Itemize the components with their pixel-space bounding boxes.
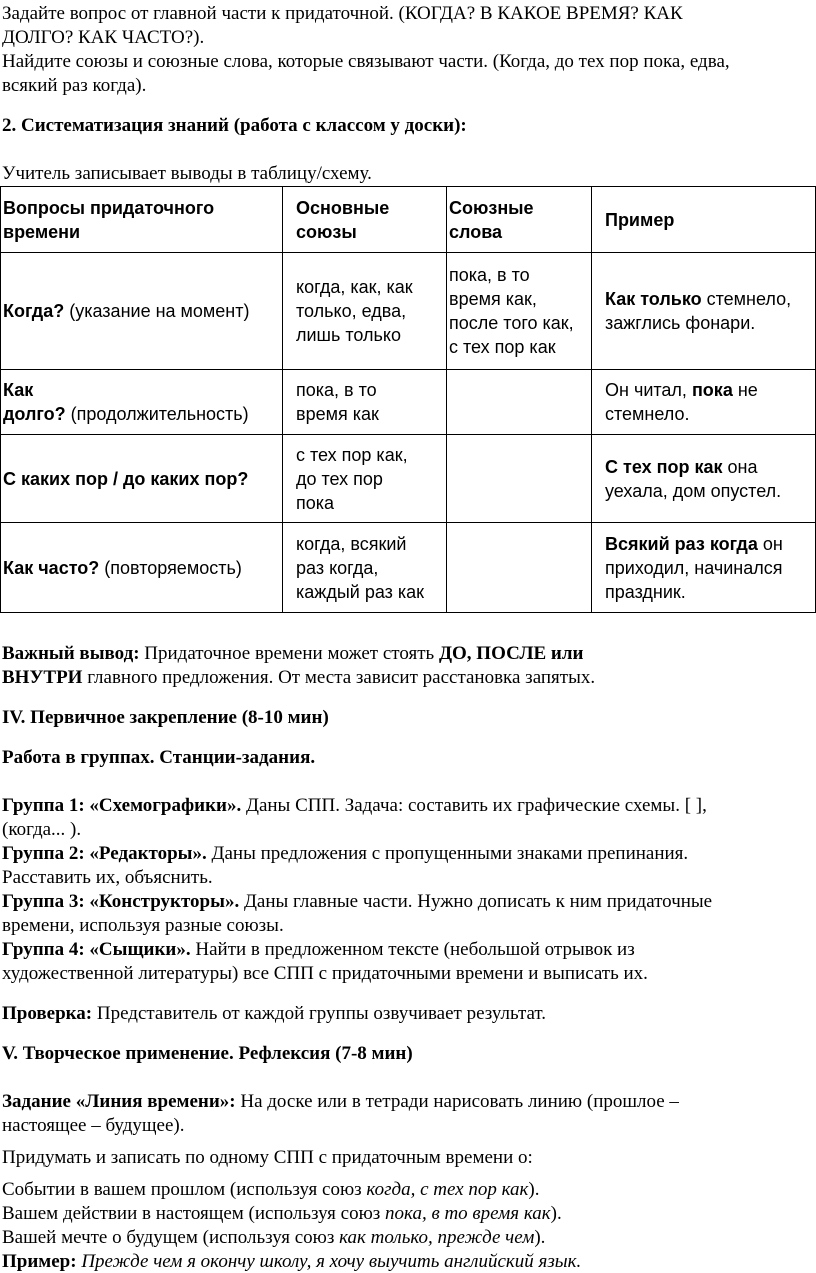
group-line: Группа 1: «Схемографики». Даны СПП. Задача: составить их графические схемы. [ ], [2,795,707,816]
example-cell: Всякий раз когда он приходил, начинался праздник. [592,523,816,613]
example-line: Пример: Прежде чем я окончу школу, я хочу выучить английский язык. [2,1251,582,1272]
conclusion-line: Важный вывод: Придаточное времени может стоять ДО, ПОСЛЕ или [2,643,584,664]
group-line: художественной литературы) все СПП с придаточными времени и выписать их. [2,963,648,984]
question-cell: Когда? (указание на момент) [1,253,283,370]
header-cell: Основные союзы [283,187,447,253]
conclusion-line: ВНУТРИ главного предложения. От места зависит расстановка запятых. [2,667,596,688]
table-header-row [1,187,816,253]
intro-line: Задайте вопрос от главной части к придаточной. (КОГДА? В КАКОЕ ВРЕМЯ? КАК [2,3,683,24]
item-line: Вашей мечте о будущем (используя союз как только, прежде чем). [2,1227,546,1248]
summary-table [0,186,816,613]
task-line: Задание «Линия времени»: На доске или в тетради нарисовать линию (прошлое – [2,1091,679,1112]
example-cell: Как только стемнело, зажглись фонари. [592,253,816,370]
header-cell: Союзные слова [447,187,592,253]
section-heading: IV. Первичное закрепление (8-10 мин) [2,707,329,728]
intro-line: Найдите союзы и союзные слова, которые связывают части. (Когда, до тех пор пока, едва, [2,51,730,72]
table-row [1,435,816,523]
example-cell: Он читал, пока не стемнело. [592,370,816,435]
main-conjunctions-cell: пока, в то время как [283,370,447,435]
group-line: Расставить их, объяснить. [2,867,213,888]
relative-words-cell [447,370,592,435]
group-line: Группа 3: «Конструкторы». Даны главные части. Нужно дописать к ним придаточные [2,891,713,912]
question-cell: С каких пор / до каких пор? [1,435,283,523]
group-line: Группа 4: «Сыщики». Найти в предложенном тексте (небольшой отрывок из [2,939,635,960]
group-line: Группа 2: «Редакторы». Даны предложения с пропущенными знаками препинания. [2,843,689,864]
item-line: Вашем действии в настоящем (используя союз пока, в то время как). [2,1203,562,1224]
relative-words-cell [447,435,592,523]
header-cell: Пример [592,187,816,253]
relative-words-cell [447,523,592,613]
invent-line: Придумать и записать по одному СПП с придаточным времени о: [2,1147,533,1168]
section-heading: 2. Систематизация знаний (работа с классом у доски): [2,115,467,136]
teacher-note: Учитель записывает выводы в таблицу/схему. [2,163,372,184]
intro-line: ДОЛГО? КАК ЧАСТО?). [2,27,205,48]
table-row [1,370,816,435]
intro-line: всякий раз когда). [2,75,147,96]
main-conjunctions-cell: с тех пор как, до тех пор пока [283,435,447,523]
group-line: времени, используя разные союзы. [2,915,284,936]
task-line: настоящее – будущее). [2,1115,185,1136]
item-line: Событии в вашем прошлом (используя союз когда, с тех пор как). [2,1179,540,1200]
main-conjunctions-cell: когда, как, как только, едва, лишь только [283,253,447,370]
check-line: Проверка: Представитель от каждой группы озвучивает результат. [2,1003,547,1024]
question-cell: Как долго? (продолжительность) [1,370,283,435]
sub-heading: Работа в группах. Станции-задания. [2,747,316,768]
header-cell: Вопросы придаточного времени [1,187,283,253]
section-heading: V. Творческое применение. Рефлексия (7-8 мин) [2,1043,413,1064]
table-row [1,523,816,613]
group-line: (когда... ). [2,819,82,840]
relative-words-cell: пока, в то время как, после того как, с тех пор как [447,253,592,370]
example-cell: С тех пор как она уехала, дом опустел. [592,435,816,523]
main-conjunctions-cell: когда, всякий раз когда, каждый раз как [283,523,447,613]
question-cell: Как часто? (повторяемость) [1,523,283,613]
table-row [1,253,816,370]
